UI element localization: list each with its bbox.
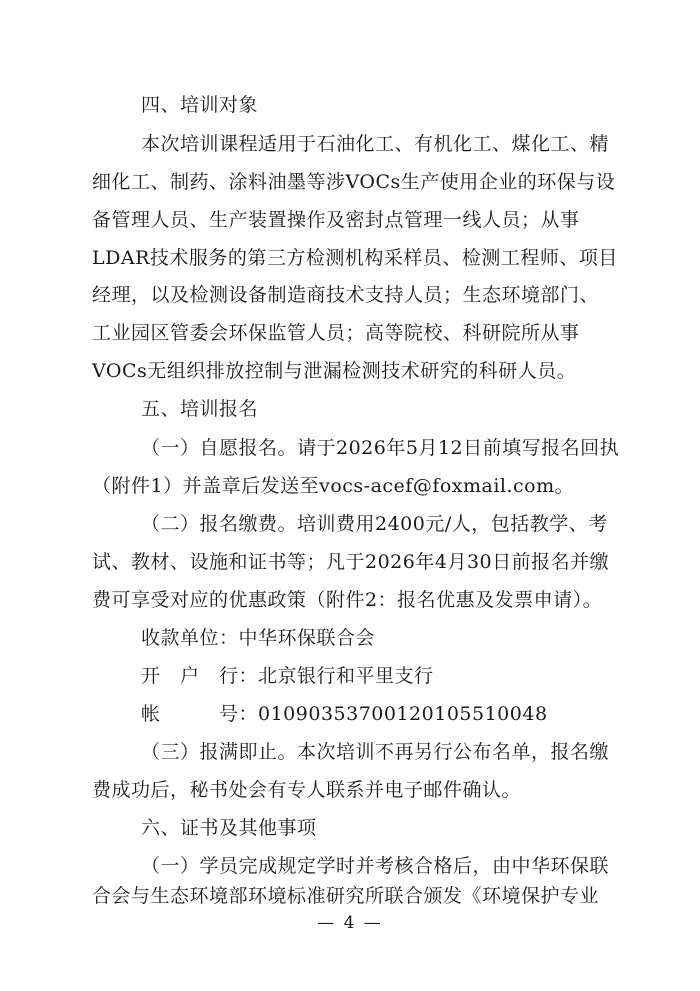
- section-5-paragraph-3-line: 费成功后，秘书处会有专人联系并电子邮件确认。: [92, 779, 522, 801]
- section-5-paragraph-2-line: 试、教材、设施和证书等；凡于2026年4月30日前报名并缴: [92, 551, 610, 573]
- section-4-line: VOCs无组织排放控制与泄漏检测技术研究的科研人员。: [92, 360, 577, 382]
- page-number: — 4 —: [317, 913, 383, 933]
- section-5-paragraph-2-line: （二）报名缴费。培训费用2400元/人，包括教学、考: [141, 513, 608, 535]
- bank-line: 开 户 行：北京银行和平里支行: [141, 665, 434, 687]
- section-4-line: 工业园区管委会环保监管人员；高等院校、科研院所从事: [92, 322, 580, 344]
- section-4-line: LDAR技术服务的第三方检测机构采样员、检测工程师、项目: [92, 247, 618, 269]
- section-4-heading: 四、培训对象: [141, 94, 259, 116]
- section-6-paragraph-1-line: 合会与生态环境部环境标准研究所联合颁发《环境保护专业: [92, 885, 600, 907]
- section-5-paragraph-1-line: （附件1）并盖章后发送至vocs-acef@foxmail.com。: [92, 475, 575, 497]
- section-5-paragraph-3-line: （三）报满即止。本次培训不再另行公布名单，报名缴: [141, 741, 610, 763]
- section-6-heading: 六、证书及其他事项: [141, 817, 317, 839]
- section-5-paragraph-1-line: （一）自愿报名。请于2026年5月12日前填写报名回执: [141, 437, 620, 459]
- section-4-line: 细化工、制药、涂料油墨等涉VOCs生产使用企业的环保与设: [92, 171, 616, 193]
- section-5-paragraph-2-line: 费可享受对应的优惠政策（附件2：报名优惠及发票申请）。: [92, 589, 603, 611]
- section-4-line: 经理，以及检测设备制造商技术支持人员；生态环境部门、: [92, 284, 600, 306]
- section-4-line: 本次培训课程适用于石油化工、有机化工、煤化工、精: [141, 133, 610, 155]
- account-line: 帐 号：01090353700120105510048: [141, 703, 548, 725]
- payee-line: 收款单位：中华环保联合会: [141, 627, 376, 649]
- section-4-line: 备管理人员、生产装置操作及密封点管理一线人员；从事: [92, 209, 580, 231]
- section-6-paragraph-1-line: （一）学员完成规定学时并考核合格后，由中华环保联: [141, 855, 610, 877]
- section-5-heading: 五、培训报名: [141, 398, 259, 420]
